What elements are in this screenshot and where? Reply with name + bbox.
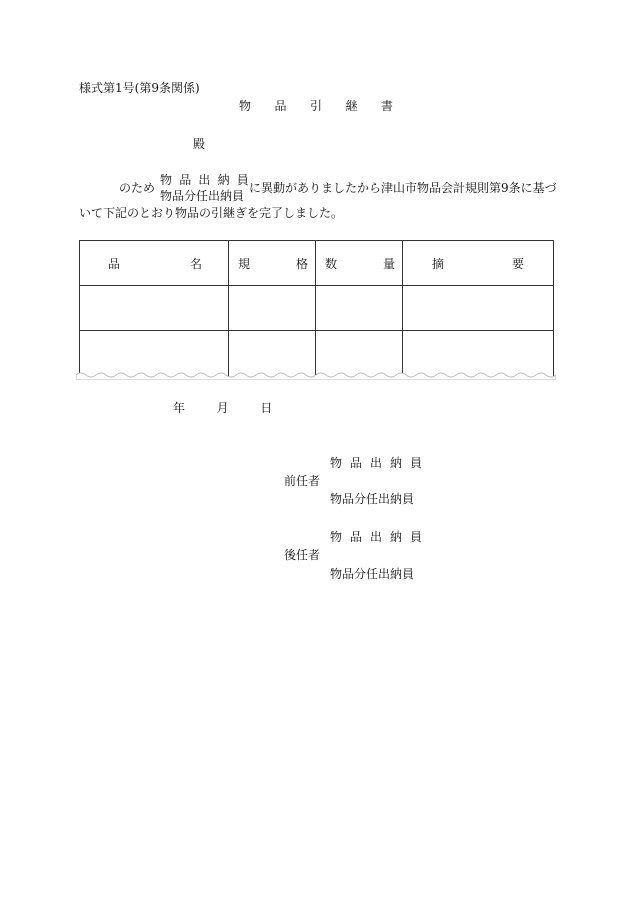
body-text-line1: に異動がありましたから津山市物品会計規則第9条に基づ	[249, 181, 557, 195]
date-day: 日	[260, 401, 273, 415]
predecessor-label: 前任者	[284, 474, 321, 488]
date-month: 月	[216, 401, 229, 415]
header-remarks-char2: 要	[512, 257, 525, 271]
successor-role-custodian: 物品出納員	[330, 530, 431, 544]
role-option-custodian: 物品出納員	[160, 173, 257, 187]
successor-role-sub-custodian: 物品分任出納員	[330, 567, 415, 581]
transfer-table	[79, 240, 554, 377]
header-name-char1: 品	[108, 257, 121, 271]
predecessor-role-custodian: 物品出納員	[330, 456, 431, 470]
header-spec-char2: 格	[296, 257, 309, 271]
body-prefix: のため	[119, 181, 156, 195]
body-text-line2: いて下記のとおり物品の引継ぎを完了しました。	[79, 206, 344, 220]
role-option-sub-custodian: 物品分任出納員	[160, 189, 245, 203]
table-row	[80, 286, 553, 330]
successor-label: 後任者	[284, 548, 321, 562]
header-spec-char1: 規	[238, 257, 251, 271]
role-option-stack	[160, 172, 256, 204]
addressee-suffix: 殿	[193, 137, 206, 151]
header-qty-char1: 数	[325, 257, 338, 271]
header-remarks-char1: 摘	[432, 257, 445, 271]
predecessor-role-sub-custodian: 物品分任出納員	[330, 492, 415, 506]
header-name-char2: 名	[190, 257, 203, 271]
date-year: 年	[173, 401, 186, 415]
header-qty-char2: 量	[383, 257, 396, 271]
torn-edge	[76, 370, 556, 380]
form-number: 様式第1号(第9条関係)	[79, 81, 200, 95]
document-title: 物品引継書	[239, 99, 417, 113]
date-line	[173, 402, 272, 414]
